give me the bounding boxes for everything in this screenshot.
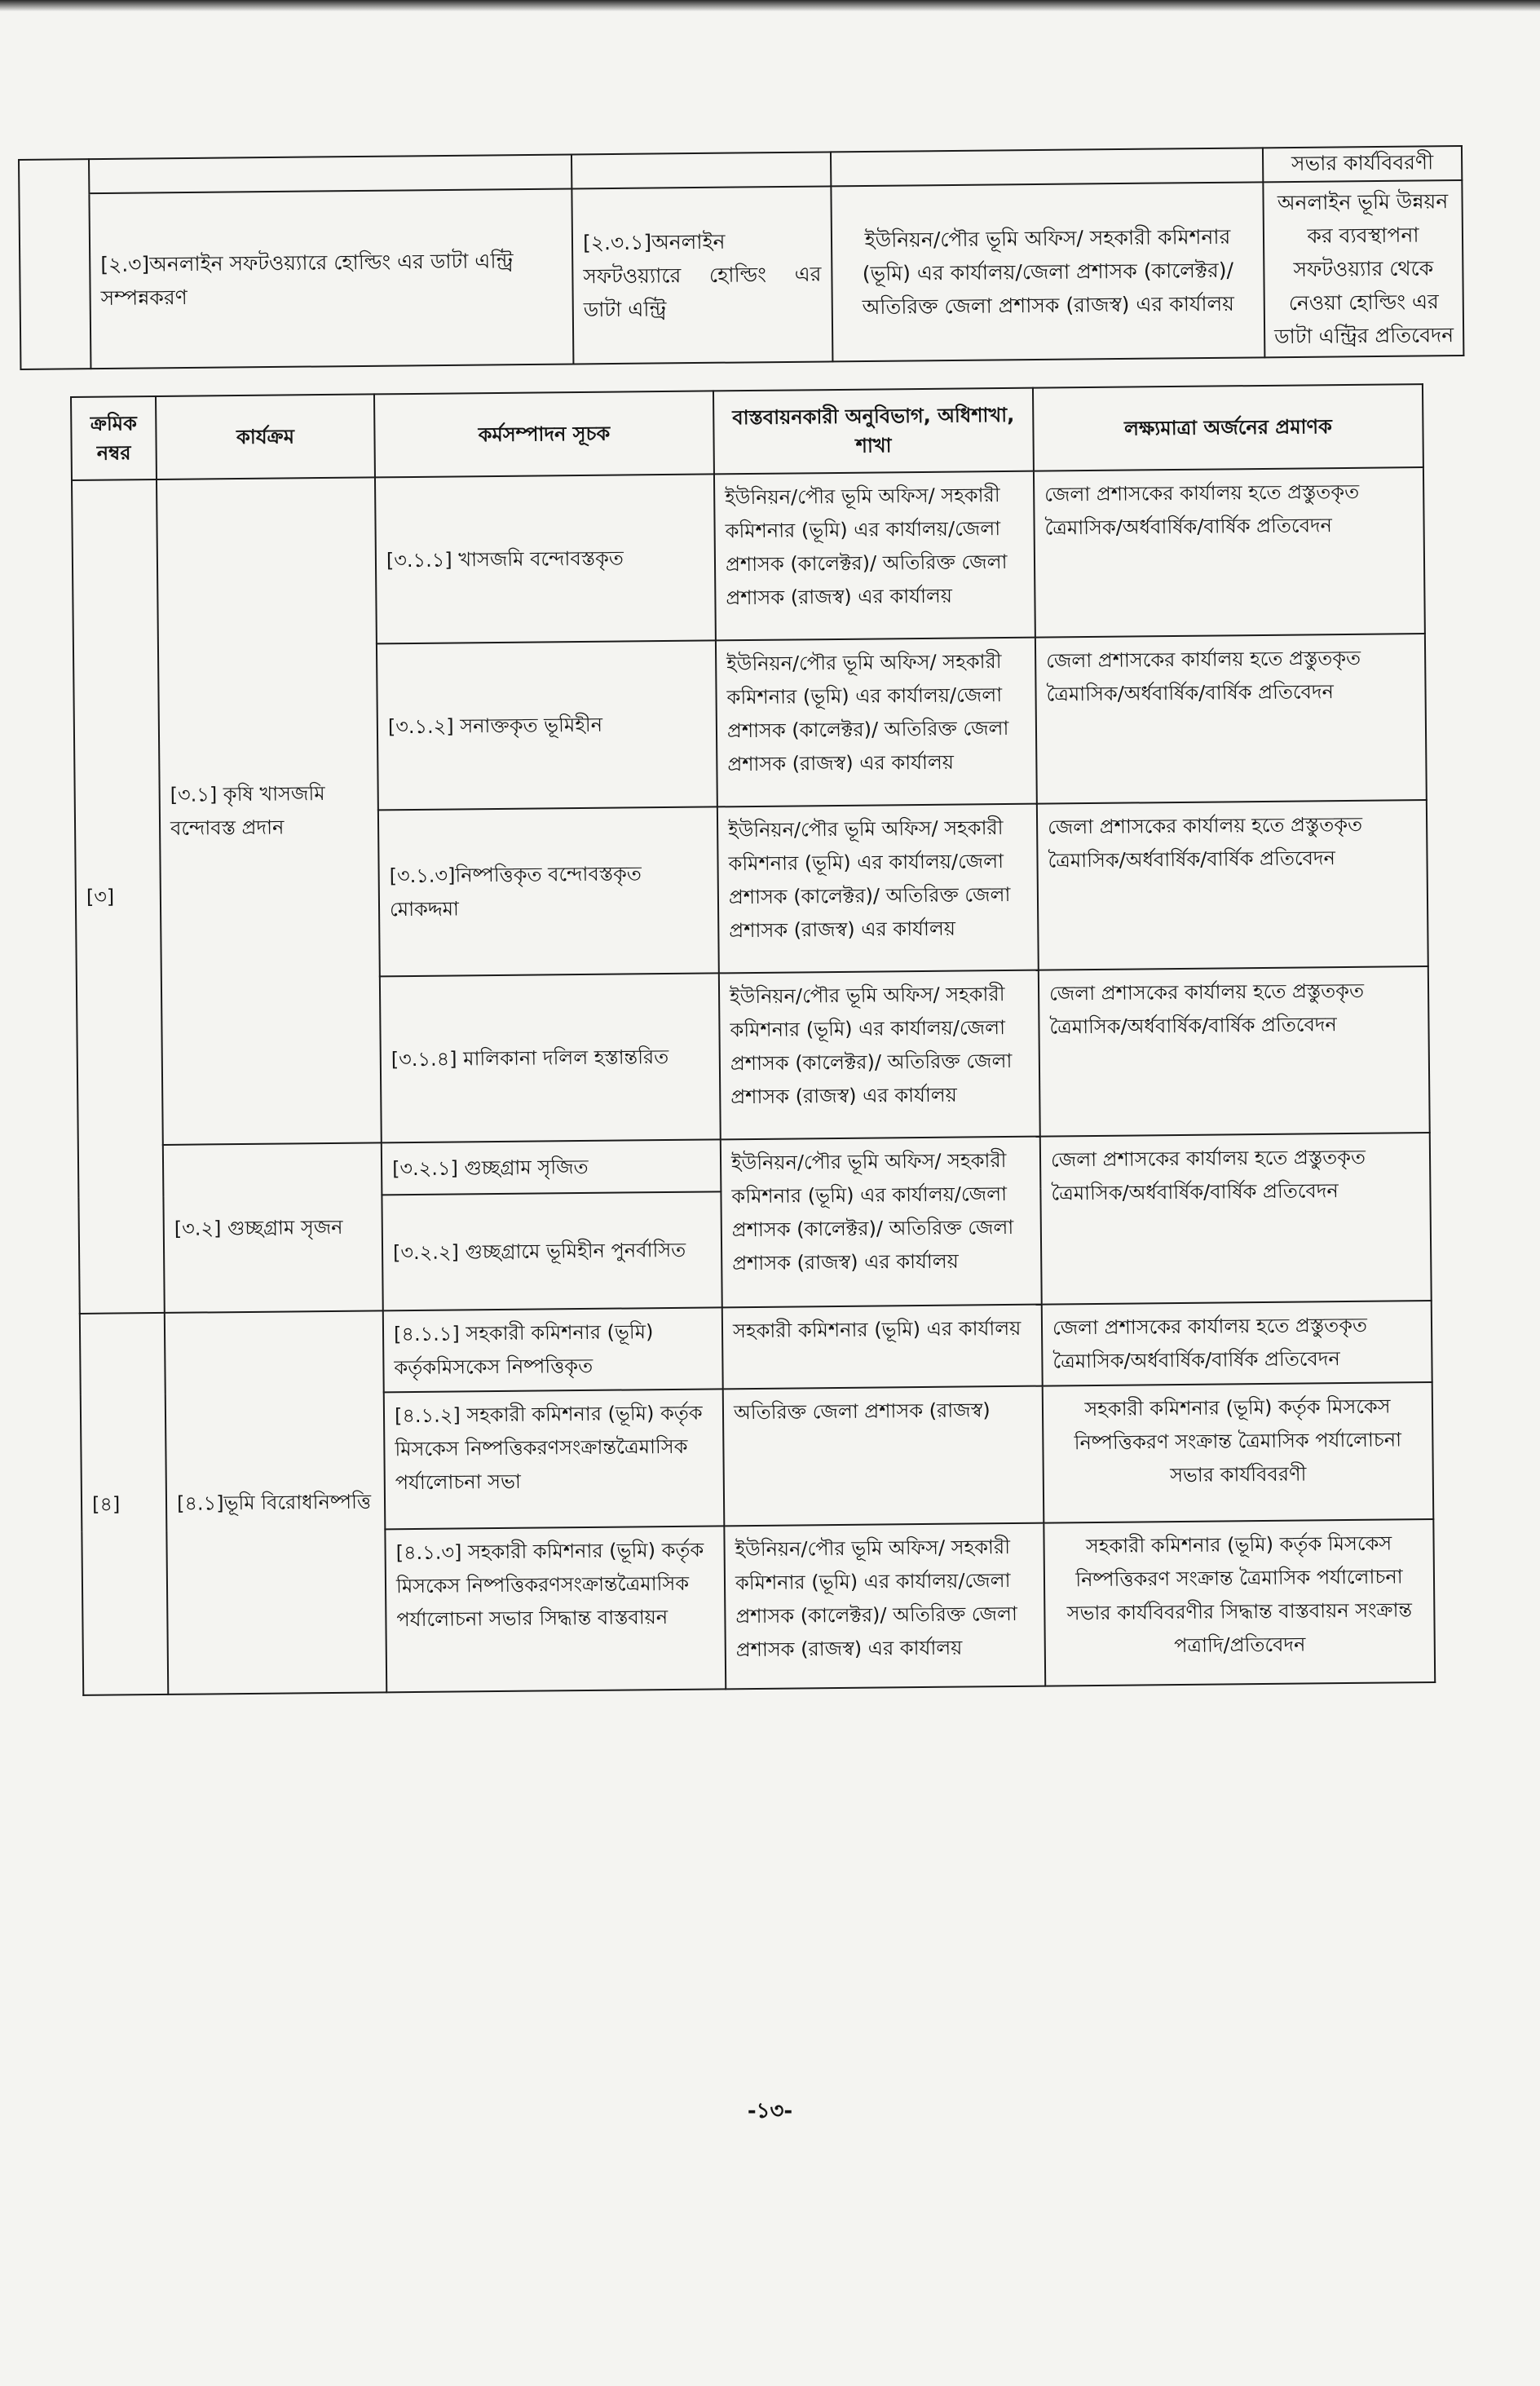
activity-cell: [৩.১] কৃষি খাসজমি বন্দোবস্ত প্রদান [157, 477, 382, 1145]
header-evidence: লক্ষ্যমাত্রা অর্জনের প্রমাণক [1033, 384, 1423, 471]
scan-edge-shadow [0, 0, 1540, 11]
performance-table [70, 383, 1436, 1696]
serial-cell: [৪] [80, 1313, 168, 1695]
indicator-cell: [৩.২.২] গুচ্ছগ্রামে ভূমিহীন পুনর্বাসিত [382, 1191, 721, 1310]
evidence-cell: জেলা প্রশাসকের কার্যালয় হতে প্রস্তুতকৃত ত্রৈমাসিক/অর্ধবার্ষিক/বার্ষিক প্রতিবেদন [1035, 634, 1427, 804]
blank-cell [19, 159, 89, 194]
table-row [80, 1301, 1432, 1395]
top-activity-cell: [২.৩]অনলাইন সফটওয়্যারে হোল্ডিং এর ডাটা এন্ট্রি সম্পন্নকরণ [89, 188, 573, 369]
indicator-cell: [৩.১.১] খাসজমি বন্দোবস্তকৃত [375, 474, 716, 643]
indicator-cell: [৩.২.১] গুচ্ছগ্রাম সৃজিত [382, 1139, 721, 1195]
indicator-cell: [৩.১.২] সনাক্তকৃত ভূমিহীন [377, 640, 717, 810]
top-evidence-cell: অনলাইন ভূমি উন্নয়ন কর ব্যবস্থাপনা সফটওয়্যার থেকে নেওয়া হোল্ডিং এর ডাটা এন্ট্রির প্রতিবেদন [1263, 180, 1463, 357]
blank-cell [19, 193, 90, 369]
indicator-cell: [৪.১.৩] সহকারী কমিশনার (ভূমি) কর্তৃক মিসকেস নিষ্পত্তিকরণসংক্রান্তত্রৈমাসিক পর্যালোচনা সভার সিদ্ধান্ত বাস্তবায়ন [385, 1526, 726, 1692]
top-implementer-cell: ইউনিয়ন/পৌর ভূমি অফিস/ সহকারী কমিশনার (ভূমি) এর কার্যালয়/জেলা প্রশাসক (কালেক্টর)/ অতিরিক্ত জেলা প্রশাসক (রাজস্ব) এর কার্যালয় [831, 182, 1264, 361]
activity-cell: [৩.২] গুচ্ছগ্রাম সৃজন [163, 1142, 383, 1313]
header-implementer: বাস্তবায়নকারী অনুবিভাগ, অধিশাখা, শাখা [713, 388, 1034, 475]
implementer-cell: অতিরিক্ত জেলা প্রশাসক (রাজস্ব) [723, 1386, 1044, 1527]
indicator-cell: [৩.১.৩]নিষ্পত্তিকৃত বন্দোবস্তকৃত মোকদ্দমা [378, 806, 719, 976]
evidence-cell: জেলা প্রশাসকের কার্যালয় হতে প্রস্তুতকৃত ত্রৈমাসিক/অর্ধবার্ষিক/বার্ষিক প্রতিবেদন [1040, 1133, 1432, 1305]
header-indicator: কর্মসম্পাদন সূচক [374, 391, 714, 477]
implementer-cell: সহকারী কমিশনার (ভূমি) এর কার্যালয় [722, 1305, 1043, 1390]
table-row [72, 467, 1425, 647]
serial-cell: [৩] [72, 479, 165, 1314]
implementer-cell: ইউনিয়ন/পৌর ভূমি অফিস/ সহকারী কমিশনার (ভূমি) এর কার্যালয়/জেলা প্রশাসক (কালেক্টর)/ অতিরিক্ত জেলা প্রশাসক (রাজস্ব) এর কার্যালয় [717, 804, 1039, 974]
top-indicator-cell: [২.৩.১]অনলাইন সফটওয়্যারে হোল্ডিং এর ডাটা এন্ট্রি [571, 186, 832, 364]
implementer-cell: ইউনিয়ন/পৌর ভূমি অফিস/ সহকারী কমিশনার (ভূমি) এর কার্যালয়/জেলা প্রশাসক (কালেক্টর)/ অতিরিক্ত জেলা প্রশাসক (রাজস্ব) এর কার্যালয় [721, 1137, 1042, 1308]
table-header-row [71, 384, 1423, 480]
blank-cell [89, 154, 571, 193]
evidence-cell: জেলা প্রশাসকের কার্যালয় হতে প্রস্তুতকৃত ত্রৈমাসিক/অর্ধবার্ষিক/বার্ষিক প্রতিবেদন [1034, 467, 1425, 638]
indicator-cell: [৩.১.৪] মালিকানা দলিল হস্তান্তরিত [380, 973, 721, 1142]
evidence-cell: সহকারী কমিশনার (ভূমি) কর্তৃক মিসকেস নিষ্পত্তিকরণ সংক্রান্ত ত্রৈমাসিক পর্যালোচনা সভার কার্যবিবরণী [1043, 1382, 1434, 1523]
implementer-cell: ইউনিয়ন/পৌর ভূমি অফিস/ সহকারী কমিশনার (ভূমি) এর কার্যালয়/জেলা প্রশাসক (কালেক্টর)/ অতিরিক্ত জেলা প্রশাসক (রাজস্ব) এর কার্যালয় [724, 1523, 1045, 1690]
implementer-cell: ইউনিয়ন/পৌর ভূমি অফিস/ সহকারী কমিশনার (ভূমি) এর কার্যালয়/জেলা প্রশাসক (কালেক্টর)/ অতিরিক্ত জেলা প্রশাসক (রাজস্ব) এর কার্যালয় [714, 471, 1035, 641]
evidence-cell: জেলা প্রশাসকের কার্যালয় হতে প্রস্তুতকৃত ত্রৈমাসিক/অর্ধবার্ষিক/বার্ষিক প্রতিবেদন [1039, 966, 1430, 1137]
header-serial: ক্রমিক নম্বর [71, 396, 157, 480]
evidence-cell: সহকারী কমিশনার (ভূমি) কর্তৃক মিসকেস নিষ্পত্তিকরণ সংক্রান্ত ত্রৈমাসিক পর্যালোচনা সভার কার্যবিবরণীর সিদ্ধান্ত বাস্তবায়ন সংক্রান্ত পত্রাদি/প্রতিবেদন [1044, 1519, 1435, 1686]
indicator-cell: [৪.১.২] সহকারী কমিশনার (ভূমি) কর্তৃক মিসকেস নিষ্পত্তিকরণসংক্রান্তত্রৈমাসিক পর্যালোচনা সভা [384, 1389, 725, 1529]
implementer-cell: ইউনিয়ন/পৌর ভূমি অফিস/ সহকারী কমিশনার (ভূমি) এর কার্যালয়/জেলা প্রশাসক (কালেক্টর)/ অতিরিক্ত জেলা প্রশাসক (রাজস্ব) এর কার্যালয় [719, 970, 1040, 1140]
page-number: -১৩- [747, 2099, 793, 2123]
top-header-cell: সভার কার্যবিবরণী [1263, 146, 1462, 182]
blank-cell [571, 152, 831, 188]
header-activity: কার্যক্রম [156, 394, 375, 479]
evidence-cell: জেলা প্রশাসকের কার্যালয় হতে প্রস্তুতকৃত ত্রৈমাসিক/অর্ধবার্ষিক/বার্ষিক প্রতিবেদন [1042, 1301, 1432, 1386]
implementer-cell: ইউনিয়ন/পৌর ভূমি অফিস/ সহকারী কমিশনার (ভূমি) এর কার্যালয়/জেলা প্রশাসক (কালেক্টর)/ অতিরিক্ত জেলা প্রশাসক (রাজস্ব) এর কার্যালয় [716, 638, 1037, 807]
indicator-cell: [৪.১.১] সহকারী কমিশনার (ভূমি) কর্তৃকমিসকেস নিষ্পত্তিকৃত [383, 1307, 723, 1392]
continuation-table [18, 145, 1464, 370]
evidence-cell: জেলা প্রশাসকের কার্যালয় হতে প্রস্তুতকৃত ত্রৈমাসিক/অর্ধবার্ষিক/বার্ষিক প্রতিবেদন [1037, 800, 1428, 970]
blank-cell [831, 148, 1263, 186]
activity-cell: [৪.১]ভূমি বিরোধনিষ্পত্তি [165, 1310, 386, 1695]
